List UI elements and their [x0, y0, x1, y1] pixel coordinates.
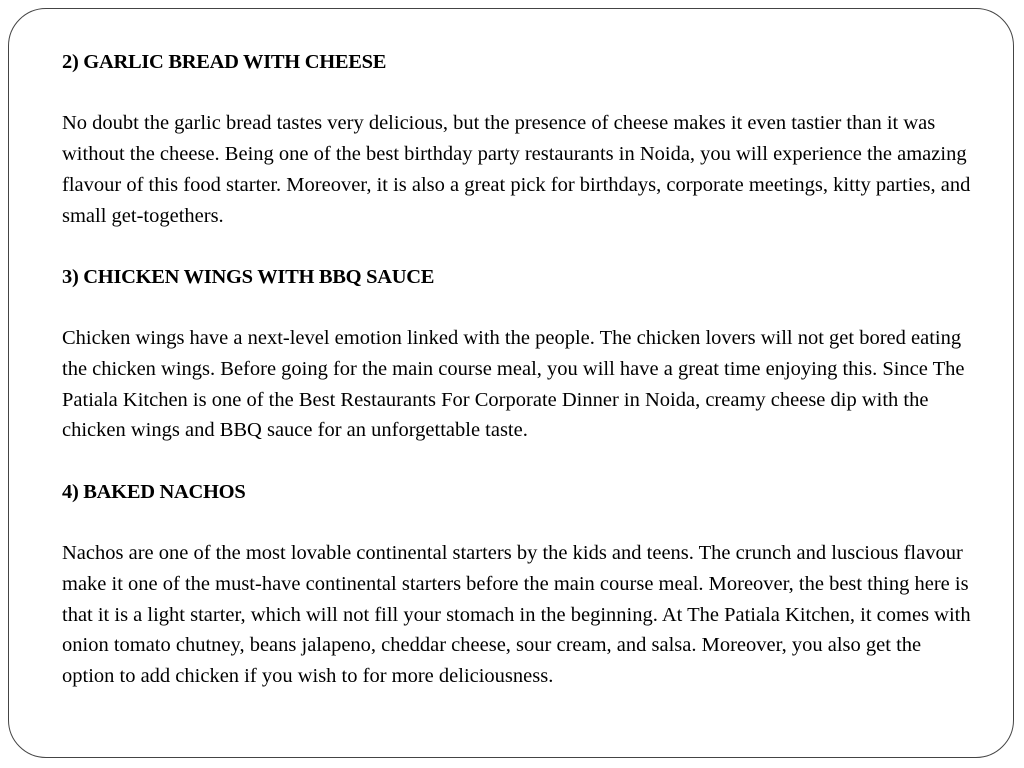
- section-heading-garlic-bread: 2) GARLIC BREAD WITH CHEESE: [62, 51, 387, 73]
- section-body-chicken-wings: Chicken wings have a next-level emotion linked with the people. The chicken lovers will not get bored eating the chicken wings. Before going for the main course meal, you will have a great time enjoying this. Since The Patiala Kitchen is one of the Best Restaurants For Corporate Dinner in Noida, creamy cheese dip with the chicken wings and BBQ sauce for an unforgettable taste.: [62, 327, 965, 442]
- section-body-baked-nachos: Nachos are one of the most lovable continental starters by the kids and teens. The crunch and luscious flavour make it one of the must-have continental starters before the main course meal. Moreover, the best thing here is that it is a light starter, which will not fill your stomach in the beginning. At The Patiala Kitchen, it comes with onion tomato chutney, beans jalapeno, cheddar cheese, sour cream, and salsa. Moreover, you also get the option to add chicken if you wish to for more deliciousness.: [62, 542, 971, 687]
- section-heading-baked-nachos: 4) BAKED NACHOS: [62, 480, 246, 503]
- section-heading-chicken-wings: 3) CHICKEN WINGS WITH BBQ SAUCE: [62, 265, 435, 288]
- section-body-garlic-bread: No doubt the garlic bread tastes very delicious, but the presence of cheese makes it even tastier than it was without the cheese. Being one of the best birthday party restaurants in Noida, you will experience the amazing flavour of this food starter. Moreover, it is also a great pick for birthdays, corporate meetings, kitty parties, and small get-togethers.: [62, 112, 971, 227]
- slide-content: [62, 47, 972, 692]
